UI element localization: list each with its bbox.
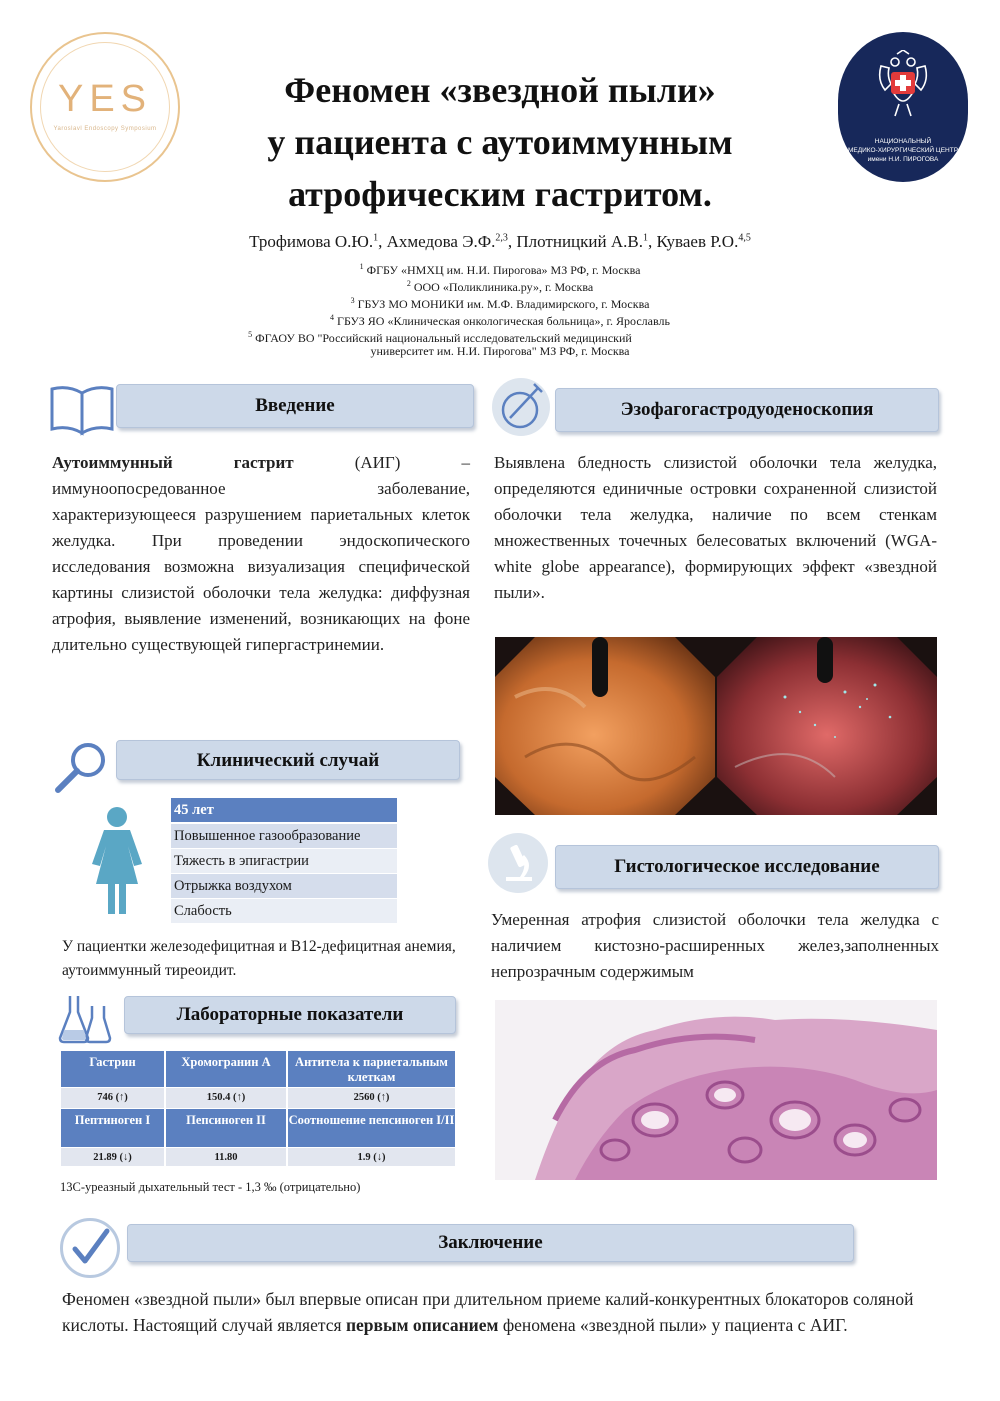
- pirogov-logo-caption: НАЦИОНАЛЬНЫЙ МЕДИКО-ХИРУРГИЧЕСКИЙ ЦЕНТР имени Н.И. ПИРОГОВА: [847, 138, 959, 163]
- lab-value-cell: 2560 (↑): [288, 1088, 455, 1108]
- affiliation: $^5$ ФГАОУ ВО "Российский национальный исследовательский медицинский: [248, 330, 632, 345]
- open-book-icon: [48, 383, 116, 438]
- magnifier-icon: [52, 740, 112, 796]
- pirogov-center-logo: [838, 32, 968, 182]
- female-patient-icon: [86, 806, 148, 916]
- author-name: Ахмедова Э.Ф.: [386, 232, 496, 251]
- yes-logo-subtitle: Yaroslavl Endoscopy Symposium: [53, 126, 157, 132]
- double-eagle-emblem-icon: [873, 50, 933, 120]
- author-name: Куваев Р.О.: [656, 232, 739, 251]
- lab-value-cell: 150.4 (↑): [166, 1088, 286, 1108]
- section-heading-lab: Лабораторные показатели: [124, 996, 456, 1034]
- lab-value-cell: 746 (↑): [61, 1088, 164, 1108]
- symptom-row: 45 лет: [171, 798, 397, 822]
- section-heading-egds: Эзофагогастродуоденоскопия: [555, 388, 939, 432]
- lab-header-cell: Антитела к париетальным клеткам: [288, 1051, 455, 1087]
- lab-header-cell: Соотношение пепсиноген I/II: [288, 1109, 455, 1147]
- breath-test-note: 13С-уреазный дыхательный тест - 1,3 ‰ (отрицательно): [60, 1180, 361, 1194]
- conclusion-text: Феномен «звездной пыли» был впервые описан при длительном приеме калий-конкурентных блокаторов соляной кислоты. Настоящий случай является первым описанием феномена «звездной пыли» у пациента с АИГ.: [62, 1289, 914, 1335]
- affiliation: $^4$ ГБУЗ ЯО «Клиническая онкологическая больница», г. Ярославль: [330, 313, 670, 328]
- section-heading-clinical: Клинический случай: [116, 740, 460, 780]
- author-list: Трофимова О.Ю.$^1$, Ахмедова Э.Ф.$^{2,3}$, Плотницкий А.В.$^1$, Куваев Р.О.$^{4,5}$: [249, 232, 751, 251]
- yes-symposium-logo: [30, 32, 180, 182]
- lab-header-cell: Пепсиноген II: [166, 1109, 286, 1147]
- clinical-note: У пациентки железодефицитная и В12-дефицитная анемия, аутоиммунный тиреоидит.: [62, 938, 456, 979]
- symptom-row: Тяжесть в эпигастрии: [171, 849, 397, 873]
- section-heading-intro: Введение: [116, 384, 474, 428]
- poster-title: Феномен «звездной пыли» у пациента с аутоиммунным атрофическим гастритом.: [267, 70, 733, 214]
- endoscope-icon: [492, 378, 550, 436]
- microscope-icon: [488, 833, 548, 893]
- affiliation: $^3$ ГБУЗ МО МОНИКИ им. М.Ф. Владимирского, г. Москва: [350, 296, 650, 311]
- symptom-row: Отрыжка воздухом: [171, 874, 397, 898]
- section-heading-histology: Гистологическое исследование: [555, 845, 939, 889]
- histology-image: [495, 1000, 937, 1180]
- yes-logo-word: YES: [57, 78, 153, 120]
- lab-header-cell: Гастрин: [61, 1051, 164, 1087]
- lab-value-cell: 21.89 (↓): [61, 1148, 164, 1166]
- affiliation: $^2$ ООО «Поликлиника.ру», г. Москва: [406, 279, 594, 294]
- lab-value-cell: 11.80: [166, 1148, 286, 1166]
- endoscopy-images: [495, 637, 937, 815]
- lab-header-cell: Хромогранин А: [166, 1051, 286, 1087]
- lab-value-cell: 1.9 (↓): [288, 1148, 455, 1166]
- author-name: Плотницкий А.В.: [516, 232, 643, 251]
- symptom-row: Повышенное газообразование: [171, 824, 397, 848]
- histology-text: Умеренная атрофия слизистой оболочки тела желудка с наличием кистозно-расширенных желез,заполненных непрозрачным содержимым: [491, 910, 939, 981]
- egds-text: Выявлена бледность слизистой оболочки тела желудка, определяются единичные островки сохраненной слизистой оболочки тела желудка, наличие по всем стенкам множественных точечных белесоватых включений (WGA- white globe appearance), формирующих эффект «звездной пыли».: [494, 453, 937, 602]
- affiliation: $^1$ ФГБУ «НМХЦ им. Н.И. Пирогова» МЗ РФ, г. Москва: [359, 262, 641, 277]
- section-heading-conclusion: Заключение: [127, 1224, 854, 1262]
- lab-flasks-icon: [56, 990, 116, 1046]
- author-name: Трофимова О.Ю.: [249, 232, 374, 251]
- affiliation: университет им. Н.И. Пирогова" МЗ РФ, г. Москва: [370, 344, 630, 358]
- checkmark-icon: [60, 1218, 120, 1278]
- symptom-row: Слабость: [171, 899, 397, 923]
- lab-header-cell: Пептиноген I: [61, 1109, 164, 1147]
- intro-text: Аутоиммунный гастрит (АИГ) – иммуноопосредованное заболевание, характеризующееся разрушением париетальных клеток желудка. При проведении эндоскопического исследования возможна визуализация специфической картины слизистой оболочки тела желудка: диффузная атрофия, выявление изменений, возникающих на фоне длительно существующей гипергастринемии.: [52, 453, 470, 654]
